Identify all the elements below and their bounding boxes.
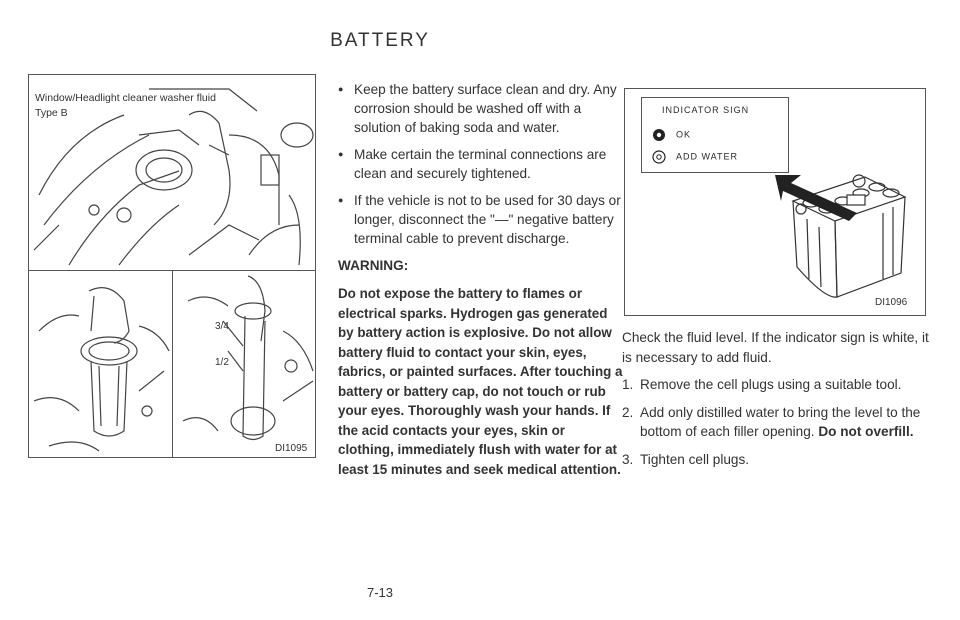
washer-fluid-illustration — [28, 74, 316, 458]
warning-title: WARNING: — [338, 258, 409, 273]
page-title: BATTERY — [330, 30, 430, 51]
step-item — [622, 403, 932, 442]
step-item — [622, 450, 932, 470]
figure-caption-line2: Type B — [35, 107, 68, 119]
level-mark-three-quarter: 3/4 — [215, 321, 229, 332]
page-number: 7-13 — [366, 585, 394, 600]
step-item — [622, 375, 932, 395]
bullet-item: ● Keep the battery surface clean and dry. Any corrosion should be washed off with a solution of baking soda and water. — [338, 80, 624, 137]
figure-code: DI1095 — [275, 443, 308, 454]
step-emphasis: Do not overfill. — [818, 424, 914, 439]
reservoir-cap-drawing — [29, 271, 172, 459]
intro-text: Check the fluid level. If the indicator sign is white, it is necessary to add fluid. — [622, 330, 929, 365]
engine-bay-drawing — [29, 75, 315, 270]
maintenance-instructions — [338, 80, 624, 479]
bullet-item: ● Make certain the terminal connections are clean and securely tightened. — [338, 145, 624, 183]
add-water-label: ADD WATER — [676, 151, 738, 162]
indicator-title: INDICATOR SIGN — [662, 105, 750, 115]
ok-label: OK — [676, 129, 692, 140]
dipstick-drawing — [173, 271, 317, 459]
step-text: Add only distilled water to bring the level to the bottom of each filler opening. — [640, 404, 921, 439]
step-text: Remove the cell plugs using a suitable tool. — [640, 377, 902, 392]
step-text: Tighten cell plugs. — [640, 451, 750, 467]
figure-code: DI1096 — [875, 297, 908, 308]
arrow-icon — [625, 89, 925, 315]
bullet-item: ● If the vehicle is not to be used for 30 days or longer, disconnect the "—" negative battery terminal cable to prevent discharge. — [338, 191, 624, 248]
step-number: 1. — [622, 377, 634, 392]
level-mark-half: 1/2 — [215, 357, 229, 368]
figure-caption-line1: Window/Headlight cleaner washer fluid — [35, 92, 216, 104]
step-number: 3. — [622, 451, 634, 467]
warning-text: Do not expose the battery to flames or electrical sparks. Hydrogen gas generated by battery action is explosive. Do not allow battery fluid to contact your skin, eyes, fabrics, or painted surfaces. After touching a battery or battery cap, do not touch or rub your eyes. Thoroughly wash your hands. If the acid contacts your eyes, skin or clothing, immediately flush with water for at least 15 minutes and seek medical attention. — [338, 286, 623, 477]
battery-illustration — [624, 88, 926, 316]
fluid-check-instructions — [622, 328, 932, 477]
step-number: 2. — [622, 404, 634, 420]
